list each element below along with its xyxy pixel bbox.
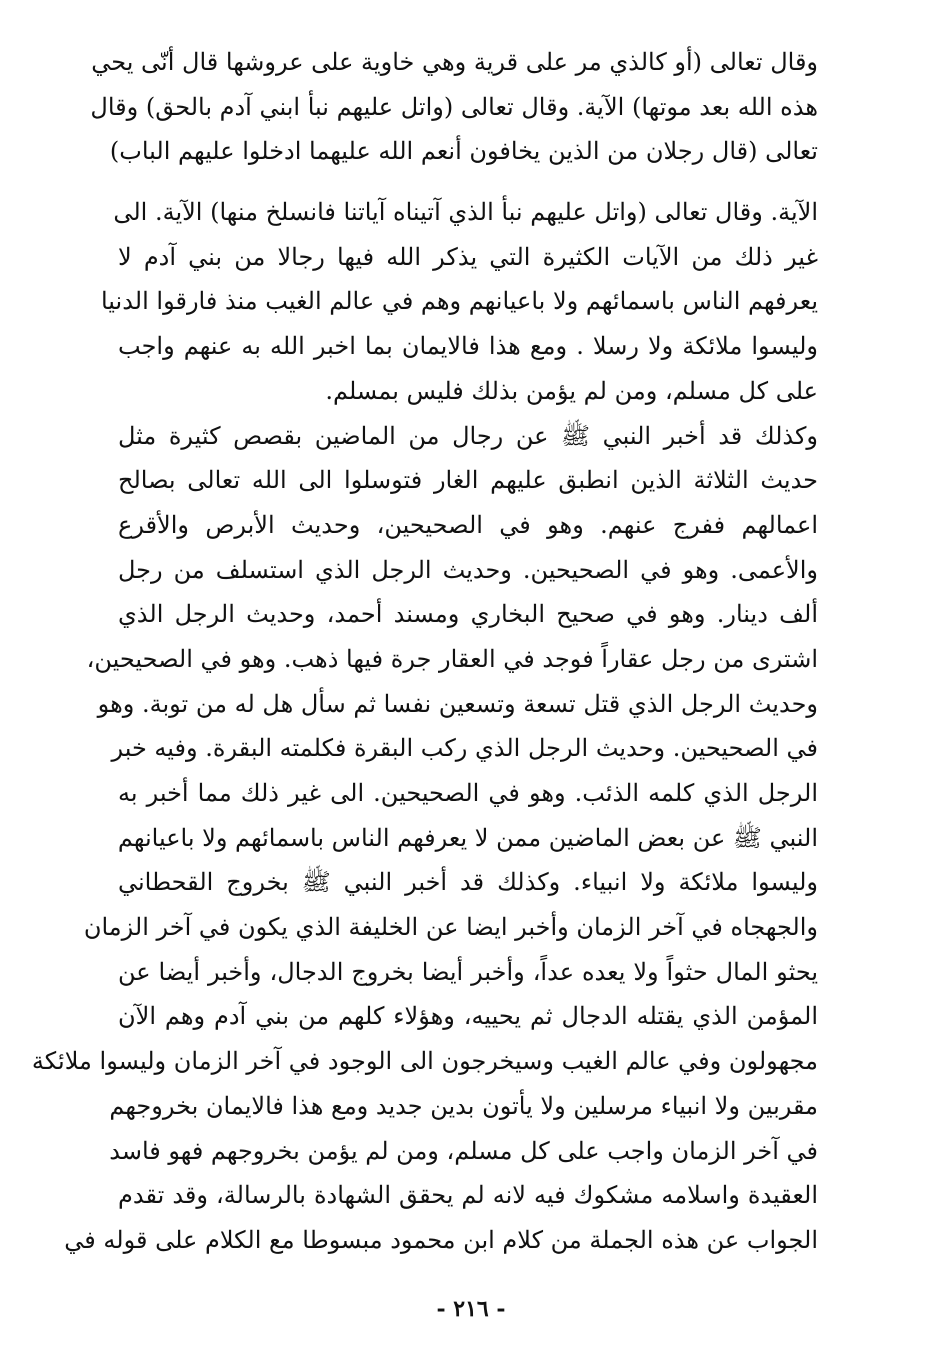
text-line: الآية. وقال تعالى (واتل عليهم نبأ الذي آتيناه آياتنا فانسلخ منها) الآية. الى	[113, 198, 818, 227]
text-line: والأعمى. وهو في الصحيحين. وحديث الرجل الذي استسلف من رجل	[118, 555, 818, 584]
text-line: في آخر الزمان واجب على كل مسلم، ومن لم يؤمن بخروجهم فهو فاسد	[109, 1136, 818, 1165]
text-line: اعمالهم ففرج عنهم. وهو في الصحيحين، وحديث الأبرص والأقرع	[118, 510, 818, 539]
text-line: مجهولون وفي عالم الغيب وسيخرجون الى الوجود في آخر الزمان وليسوا ملائكة	[31, 1047, 818, 1076]
page-body	[31, 40, 818, 1263]
paragraph-1	[90, 40, 818, 174]
text-line: الجواب عن هذه الجملة من كلام ابن محمود مبسوطا مع الكلام على قوله في	[64, 1225, 818, 1254]
text-line: وليسوا ملائكة ولا انبياء. وكذلك قد أخبر النبي ﷺ بخروج القحطاني	[118, 868, 818, 897]
text-line: حديث الثلاثة الذين انطبق عليهم الغار فتوسلوا الى الله تعالى بصالح	[118, 466, 818, 495]
text-line: تعالى (قال رجلان من الذين يخافون أنعم الله عليهما ادخلوا عليهم الباب)	[109, 137, 818, 166]
text-line: مقربين ولا انبياء مرسلين ولا يأتون بدين جديد ومع هذا فالايمان بخروجهم	[109, 1091, 818, 1120]
text-line: العقيدة واسلامه مشكوك فيه لانه لم يحقق الشهادة بالرسالة، وقد تقدم	[118, 1181, 818, 1210]
text-line: يحثو المال حثواً ولا يعده عداً، وأخبر أيضا بخروج الدجال، وأخبر أيضا عن	[118, 957, 818, 986]
text-line: المؤمن الذي يقتله الدجال ثم يحييه، وهؤلاء كلهم من بني آدم وهم الآن	[118, 1002, 818, 1031]
text-line: والجهجاه في آخر الزمان وأخبر ايضا عن الخليفة الذي يكون في آخر الزمان	[83, 913, 818, 942]
paragraph-gap	[118, 174, 818, 190]
text-line: وحديث الرجل الذي قتل تسعة وتسعين نفسا ثم سأل هل له من توبة. وهو	[97, 689, 818, 718]
text-line: في الصحيحين. وحديث الرجل الذي ركب البقرة فكلمته البقرة. وفيه خبر	[111, 734, 818, 763]
paragraph-2	[100, 190, 818, 413]
text-line: على كل مسلم، ومن لم يؤمن بذلك فليس بمسلم.	[325, 376, 818, 405]
text-line: وكذلك قد أخبر النبي ﷺ عن رجال من الماضين بقصص كثيرة مثل	[118, 421, 818, 450]
text-line: النبي ﷺ عن بعض الماضين ممن لا يعرفهم الناس باسمائهم ولا باعيانهم	[117, 823, 818, 852]
page-number: - ٢١٦ -	[436, 1296, 506, 1322]
text-line: وقال تعالى (أو كالذي مر على قرية وهي خاوية على عروشها قال أنّى يحي	[91, 48, 818, 76]
text-line: الرجل الذي كلمه الذئب. وهو في الصحيحين. الى غير ذلك مما أخبر به	[118, 779, 818, 807]
text-line: وليسوا ملائكة ولا رسلا . ومع هذا فالايمان بما اخبر الله به عنهم واجب	[118, 332, 818, 361]
text-line: غير ذلك من الآيات الكثيرة التي يذكر الله فيها رجالا من بني آدم لا	[118, 242, 818, 271]
paragraph-3	[31, 414, 818, 1263]
text-line: ألف دينار. وهو في صحيح البخاري ومسند أحمد، وحديث الرجل الذي	[118, 600, 818, 629]
text-line: هذه الله بعد موتها) الآية. وقال تعالى (واتل عليهم نبأ ابني آدم بالحق) وقال	[90, 92, 818, 121]
text-line: اشترى من رجل عقاراً فوجد في العقار جرة فيها ذهب. وهو في الصحيحين،	[86, 644, 818, 673]
text-line: يعرفهم الناس باسمائهم ولا باعيانهم وهم في عالم الغيب منذ فارقوا الدنيا	[100, 287, 818, 316]
